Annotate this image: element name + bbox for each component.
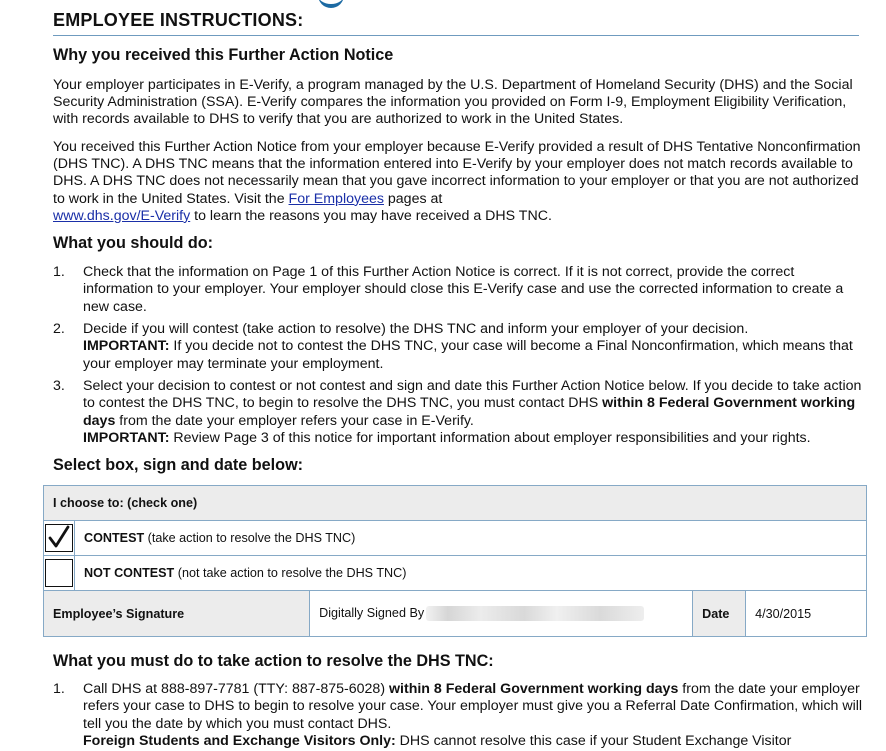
item-text xyxy=(83,681,865,751)
why-p2-text: You received this Further Action Notice from your employer because E-Verify provided a result of DHS Tentative Nonconfirmation (DHS TNC). A DHS TNC means that the information entered into E-Verify by your employer does not match records available to DHS. A DHS TNC does not necessarily mean that you gave incorrect information to your employer or that you are not authorized to work in the United States. Visit the xyxy=(53,139,861,207)
contest-checkbox-cell xyxy=(44,521,75,556)
why-paragraph-2 xyxy=(53,139,865,225)
signature-label: Employee’s Signature xyxy=(44,591,310,637)
page-title: EMPLOYEE INSTRUCTIONS: xyxy=(53,10,304,30)
contest-description: (take action to resolve the DHS TNC) xyxy=(147,531,356,545)
item3-main: Select your decision to contest or not contest and sign and date this Further Action Notice below. If you decide to take action to contest the DHS TNC, to begin to resolve the DHS TNC, you must contact DHS xyxy=(83,378,862,412)
instruction-item-2 xyxy=(53,321,865,373)
title-divider xyxy=(53,35,859,36)
choose-label: I choose to: (check one) xyxy=(44,486,867,521)
referral-text: from the date your employer refers your case to DHS to begin to resolve your case. Your employer must give you a Referral Date Confirmation, which will tell you the date by which you must contact DHS. xyxy=(83,681,863,732)
dhs-everify-link[interactable]: www.dhs.gov/E-Verify xyxy=(53,207,191,224)
item-text xyxy=(83,378,865,448)
item3-important: Review Page 3 of this notice for important information about employer responsibilities and your rights. xyxy=(173,430,811,447)
why-p2-mid: pages at xyxy=(387,190,443,207)
why-heading: Why you received this Further Action Notice xyxy=(53,46,394,64)
not-contest-checkbox-cell xyxy=(44,556,75,591)
for-employees-link[interactable]: For Employees xyxy=(288,190,384,207)
contest-checkbox[interactable] xyxy=(45,524,73,552)
signature-field[interactable] xyxy=(310,591,693,637)
redacted-name xyxy=(426,606,644,621)
contest-label: CONTEST xyxy=(84,531,145,545)
deadline-emphasis: within 8 Federal Government working days xyxy=(83,395,856,429)
checkmark-icon xyxy=(47,525,71,550)
item-number: 1. xyxy=(53,264,65,280)
call-dhs-text: Call DHS at 888-897-7781 (TTY: 887-875-6028) xyxy=(83,681,386,697)
item-number: 2. xyxy=(53,321,65,337)
resolve-heading: What you must do to take action to resolve the DHS TNC: xyxy=(53,652,494,670)
resolve-item-1 xyxy=(53,681,865,751)
why-p2-end: to learn the reasons you may have received a DHS TNC. xyxy=(194,207,552,224)
not-contest-option xyxy=(75,556,867,591)
not-contest-description: (not take action to resolve the DHS TNC) xyxy=(177,566,407,580)
item2-important: If you decide not to contest the DHS TNC, your case will become a Final Nonconfirmation, which means that your employer may terminate your employment. xyxy=(83,338,853,372)
date-field[interactable]: 4/30/2015 xyxy=(746,591,867,637)
item-text: Check that the information on Page 1 of this Further Action Notice is correct. If it is not correct, provide the correct information to your employer. Your employer should close this E-Verify case and use the corrected information to create a new case. xyxy=(83,264,844,315)
important-label: IMPORTANT: xyxy=(83,338,170,355)
item-text xyxy=(83,321,865,373)
deadline-emphasis: within 8 Federal Government working days xyxy=(389,681,679,697)
item-number: 1. xyxy=(53,681,65,697)
select-box-heading: Select box, sign and date below: xyxy=(53,456,304,474)
signature-value: Digitally Signed By xyxy=(319,605,425,620)
foreign-students-label: Foreign Students and Exchange Visitors Only: xyxy=(83,733,396,750)
logo-fragment xyxy=(318,0,344,8)
not-contest-checkbox[interactable] xyxy=(45,559,73,587)
instruction-item-1 xyxy=(53,264,865,316)
foreign-students-text: DHS cannot resolve this case if your Student Exchange Visitor xyxy=(399,733,792,750)
why-paragraph-1: Your employer participates in E-Verify, a program managed by the U.S. Department of Homeland Security (DHS) and the Social Security Administration (SSA). E-Verify compares the information you provided on Form I-9, Employment Eligibility Verification, with records available to DHS to verify that you are authorized to work in the United States. xyxy=(53,77,853,128)
item-number: 3. xyxy=(53,378,65,394)
contest-option xyxy=(75,521,867,556)
instruction-item-3 xyxy=(53,378,865,448)
important-label: IMPORTANT: xyxy=(83,430,170,447)
item2-main: Decide if you will contest (take action to resolve) the DHS TNC and inform your employer of your decision. xyxy=(83,321,749,337)
not-contest-label: NOT CONTEST xyxy=(84,566,175,580)
decision-form-table xyxy=(43,485,867,637)
date-label: Date xyxy=(693,591,746,637)
what-to-do-heading: What you should do: xyxy=(53,234,214,252)
item3-rest: from the date your employer refers your case in E-Verify. xyxy=(119,412,474,429)
